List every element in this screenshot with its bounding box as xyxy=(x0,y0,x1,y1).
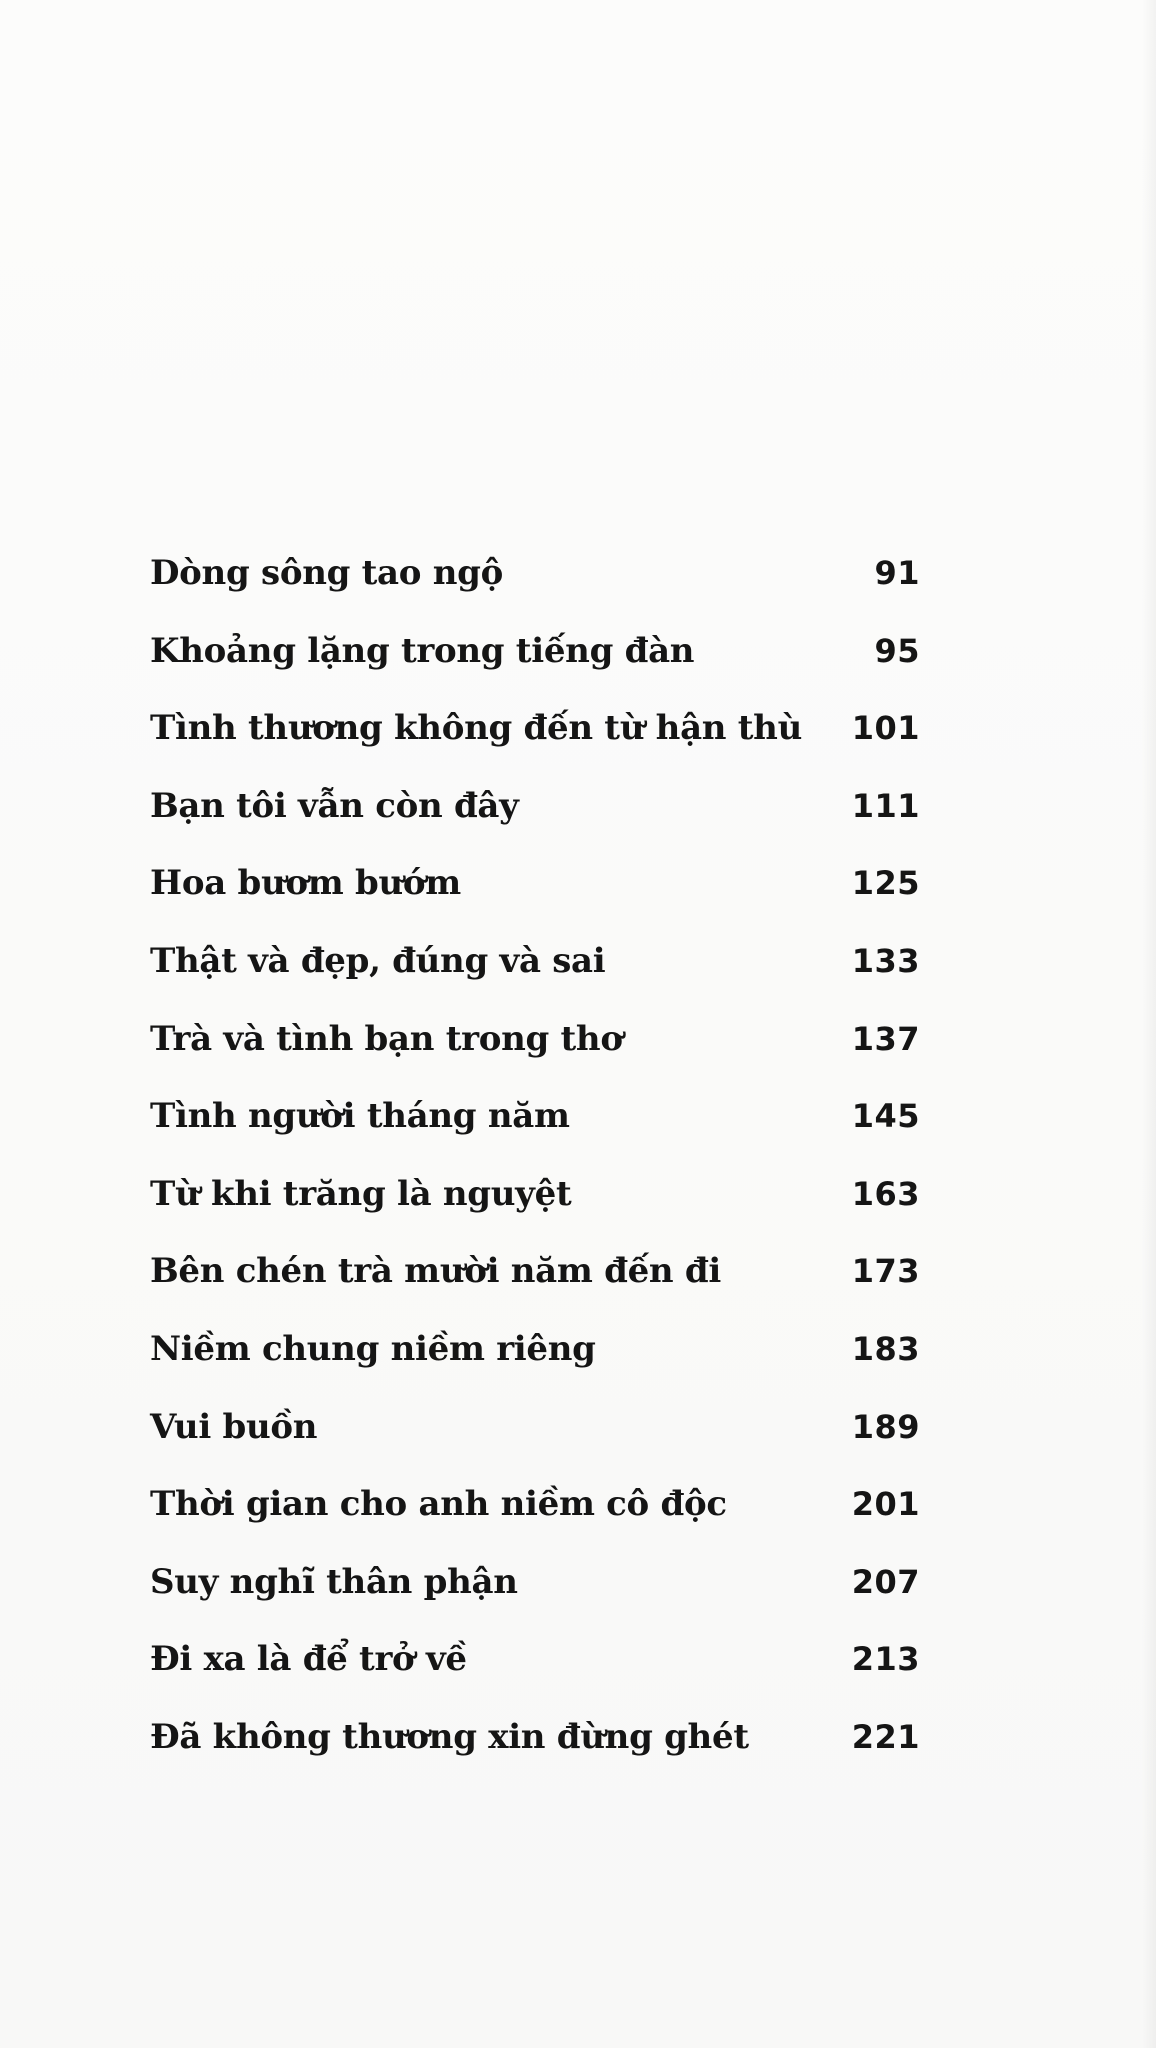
toc-entry-page: 145 xyxy=(851,1097,920,1136)
toc-entry xyxy=(150,708,920,786)
toc-entry-title: Đi xa là để trở về xyxy=(150,1639,467,1680)
toc-entry-title: Đã không thương xin đừng ghét xyxy=(150,1716,749,1757)
toc-entry-title: Suy nghĩ thân phận xyxy=(150,1561,518,1602)
toc-entry-title: Trà và tình bạn trong thơ xyxy=(150,1018,623,1059)
toc-entry-page: 101 xyxy=(851,709,920,748)
toc-entry-title: Bên chén trà mười năm đến đi xyxy=(150,1251,721,1292)
toc-entry-page: 213 xyxy=(851,1640,920,1679)
table-of-contents xyxy=(150,553,920,1795)
toc-entry-title: Tình thương không đến từ hận thù xyxy=(150,708,803,749)
toc-entry xyxy=(150,1407,920,1485)
toc-entry-page: 173 xyxy=(851,1252,920,1291)
toc-entry xyxy=(150,1019,920,1097)
toc-entry xyxy=(150,553,920,631)
toc-entry-title: Niềm chung niềm riêng xyxy=(150,1328,596,1369)
toc-entry-title: Thật và đẹp, đúng và sai xyxy=(150,940,606,981)
toc-entry-page: 207 xyxy=(851,1562,920,1601)
toc-entry-page: 201 xyxy=(851,1485,920,1524)
toc-entry xyxy=(150,1174,920,1252)
toc-entry-title: Tình người tháng năm xyxy=(150,1096,570,1137)
toc-entry-page: 91 xyxy=(874,554,920,592)
toc-entry xyxy=(150,631,920,709)
toc-entry-page: 125 xyxy=(851,864,920,903)
toc-entry xyxy=(150,1484,920,1562)
toc-entry-page: 221 xyxy=(851,1717,920,1756)
toc-entry xyxy=(150,1251,920,1329)
toc-entry-title: Vui buồn xyxy=(150,1406,318,1447)
toc-entry-page: 189 xyxy=(851,1407,920,1446)
toc-entry xyxy=(150,941,920,1019)
toc-entry xyxy=(150,1639,920,1717)
toc-entry xyxy=(150,1562,920,1640)
toc-entry xyxy=(150,1329,920,1407)
toc-entry-page: 111 xyxy=(851,786,920,825)
toc-entry xyxy=(150,1717,920,1795)
toc-entry xyxy=(150,786,920,864)
toc-entry-page: 163 xyxy=(851,1174,920,1213)
toc-entry-title: Khoảng lặng trong tiếng đàn xyxy=(150,630,695,671)
page-edge-shadow xyxy=(1142,0,1156,2048)
toc-entry xyxy=(150,1096,920,1174)
toc-entry xyxy=(150,863,920,941)
toc-entry-title: Từ khi trăng là nguyệt xyxy=(150,1173,572,1214)
toc-entry-title: Bạn tôi vẫn còn đây xyxy=(150,785,519,826)
toc-entry-page: 137 xyxy=(851,1019,920,1058)
toc-entry-title: Hoa bươm bướm xyxy=(150,863,461,904)
toc-entry-title: Dòng sông tao ngộ xyxy=(150,553,503,593)
toc-entry-title: Thời gian cho anh niềm cô độc xyxy=(150,1484,727,1525)
toc-entry-page: 183 xyxy=(851,1329,920,1368)
toc-entry-page: 133 xyxy=(851,941,920,980)
toc-entry-page: 95 xyxy=(874,631,920,670)
